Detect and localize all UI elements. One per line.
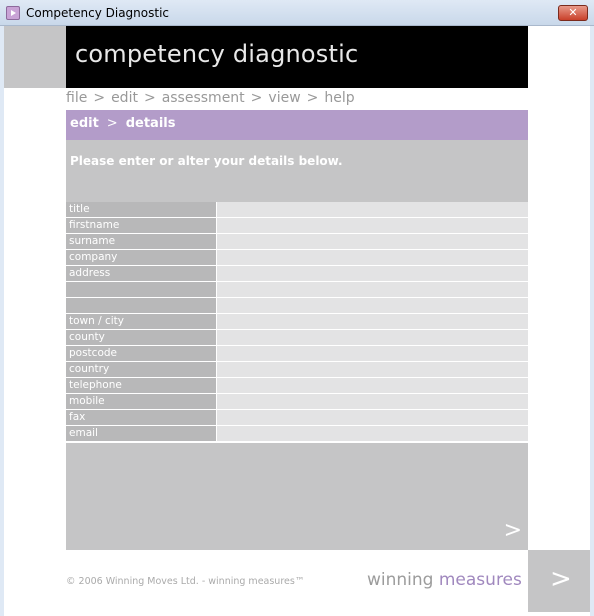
next-arrow-large-icon: >: [550, 564, 572, 594]
details-form: [66, 202, 528, 442]
app-icon: [6, 6, 20, 20]
form-row-town-city: [66, 314, 528, 330]
menu-item-edit[interactable]: edit: [111, 90, 138, 106]
field-label: country: [66, 362, 217, 377]
form-row-company: [66, 250, 528, 266]
breadcrumb: [70, 116, 175, 131]
breadcrumb-current: details: [125, 116, 176, 131]
brand-text-measures: measures: [438, 570, 522, 590]
menu-separator: >: [306, 90, 319, 106]
header-band: [66, 26, 528, 88]
postcode-field[interactable]: [217, 346, 528, 361]
firstname-field[interactable]: [217, 218, 528, 233]
field-label: email: [66, 426, 217, 441]
brand-logo: [367, 570, 522, 590]
brand-text-winning: winning: [367, 570, 439, 590]
app-title: competency diagnostic: [75, 40, 359, 68]
company-field[interactable]: [217, 250, 528, 265]
menu-separator: >: [250, 90, 263, 106]
menu-item-assessment[interactable]: assessment: [161, 90, 245, 106]
form-row-country: [66, 362, 528, 378]
form-row-postcode: [66, 346, 528, 362]
field-label: surname: [66, 234, 217, 249]
field-label: mobile: [66, 394, 217, 409]
surname-field[interactable]: [217, 234, 528, 249]
address-line-1-field[interactable]: [217, 266, 528, 281]
menu-item-file[interactable]: file: [66, 90, 88, 106]
title-field[interactable]: [217, 202, 528, 217]
field-label: address: [66, 266, 217, 281]
field-label: county: [66, 330, 217, 345]
window-frame-left: [0, 26, 4, 616]
window-frame-right: [590, 26, 594, 616]
form-row-fax: [66, 410, 528, 426]
form-row-mobile: [66, 394, 528, 410]
window-title: Competency Diagnostic: [26, 6, 169, 20]
field-label: town / city: [66, 314, 217, 329]
intro-text: Please enter or alter your details below.: [70, 154, 343, 168]
form-row-firstname: [66, 218, 528, 234]
mobile-field[interactable]: [217, 394, 528, 409]
address-line-2-field[interactable]: [217, 282, 528, 297]
copyright-text: © 2006 Winning Moves Ltd. - winning measures™: [66, 576, 305, 587]
intro-panel: [66, 140, 528, 202]
field-label: telephone: [66, 378, 217, 393]
menu-item-help[interactable]: help: [324, 90, 355, 106]
window-titlebar: [0, 0, 594, 26]
breadcrumb-parent[interactable]: edit: [70, 116, 99, 131]
menu-separator: >: [143, 90, 156, 106]
form-row-telephone: [66, 378, 528, 394]
address-line-3-field[interactable]: [217, 298, 528, 313]
menu-bar: [66, 90, 355, 110]
menu-separator: >: [93, 90, 106, 106]
close-button[interactable]: ✕: [558, 5, 588, 21]
field-label: [66, 298, 217, 313]
fax-field[interactable]: [217, 410, 528, 425]
field-label: firstname: [66, 218, 217, 233]
form-row-surname: [66, 234, 528, 250]
form-row-county: [66, 330, 528, 346]
form-row-address-1: [66, 266, 528, 282]
town-city-field[interactable]: [217, 314, 528, 329]
form-row-address-3: [66, 298, 528, 314]
field-label: [66, 282, 217, 297]
form-row-title: [66, 202, 528, 218]
menu-item-view[interactable]: view: [268, 90, 301, 106]
section-header: [66, 110, 528, 140]
next-arrow-icon[interactable]: >: [503, 518, 522, 543]
form-row-email: [66, 426, 528, 442]
next-button[interactable]: [528, 550, 590, 612]
field-label: title: [66, 202, 217, 217]
county-field[interactable]: [217, 330, 528, 345]
field-label: fax: [66, 410, 217, 425]
bottom-panel: [66, 443, 528, 550]
field-label: postcode: [66, 346, 217, 361]
field-label: company: [66, 250, 217, 265]
breadcrumb-separator: >: [106, 116, 118, 131]
corner-block-top-left: [4, 26, 66, 88]
form-row-address-2: [66, 282, 528, 298]
country-field[interactable]: [217, 362, 528, 377]
telephone-field[interactable]: [217, 378, 528, 393]
email-field[interactable]: [217, 426, 528, 441]
